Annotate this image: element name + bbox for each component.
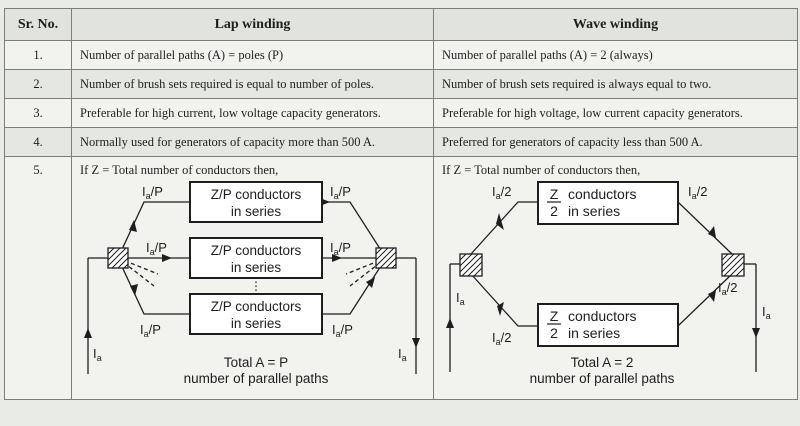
wave-series-box-1 <box>538 182 678 224</box>
line-current-label: $I_a$ <box>398 346 407 363</box>
row-number: 4. <box>5 128 72 157</box>
wave-caption-line1: Total A = 2 <box>570 355 634 370</box>
header-row <box>5 9 798 41</box>
current-label: $I_a/2$ <box>688 184 708 201</box>
box-label: Z/P conductors <box>210 187 302 202</box>
lap-intro-text: If Z = Total number of conductors then, <box>80 163 279 177</box>
lap-caption-line1: Total A = P <box>223 355 289 370</box>
current-label: $I_a/2$ <box>492 330 512 347</box>
header-sr-no: Sr. No. <box>5 9 72 41</box>
comparison-table <box>4 8 798 400</box>
box-label: conductors <box>568 308 637 324</box>
current-label: $I_a/P$ <box>140 322 161 339</box>
wave-cell: Number of parallel paths (A) = 2 (always) <box>434 41 798 70</box>
lap-cell: Number of parallel paths (A) = poles (P) <box>72 41 434 70</box>
wave-series-box-2 <box>538 304 678 346</box>
lap-right-brush <box>376 248 396 268</box>
current-label: $I_a/P$ <box>142 184 163 201</box>
wave-winding-diagram <box>442 178 788 390</box>
continuation-dots: ⋮ <box>250 279 262 293</box>
box-label: in series <box>230 260 282 275</box>
row-number: 5. <box>5 157 72 400</box>
wave-cell: Number of brush sets required is always equal to two. <box>434 70 798 99</box>
fraction-denominator: 2 <box>550 203 558 219</box>
box-label: in series <box>230 316 282 331</box>
lap-cell <box>72 157 434 400</box>
table-row <box>5 128 798 157</box>
box-label: conductors <box>568 186 637 202</box>
row-number: 3. <box>5 99 72 128</box>
line-current-label: $I_a$ <box>93 346 102 363</box>
current-label: $I_a/2$ <box>492 184 512 201</box>
table-row <box>5 99 798 128</box>
lap-series-box-1 <box>190 182 322 222</box>
table-row <box>5 70 798 99</box>
wave-cell <box>434 157 798 400</box>
current-label: $I_a/P$ <box>146 240 167 257</box>
wave-right-brush <box>722 254 744 276</box>
current-label: $I_a/P$ <box>332 322 353 339</box>
current-label: $I_a/2$ <box>718 280 738 297</box>
box-label: Z/P conductors <box>210 299 302 314</box>
box-label: in series <box>568 325 621 341</box>
fraction-numerator: Z <box>549 308 559 324</box>
lap-cell: Preferable for high current, low voltage capacity generators. <box>72 99 434 128</box>
wave-left-brush <box>460 254 482 276</box>
table-row <box>5 41 798 70</box>
line-current-label: $I_a$ <box>762 304 771 321</box>
wave-caption-line2: number of parallel paths <box>529 371 675 386</box>
table-row <box>5 157 798 400</box>
lap-series-box-2 <box>190 238 322 278</box>
wave-cell: Preferable for high voltage, low current capacity generators. <box>434 99 798 128</box>
row-number: 1. <box>5 41 72 70</box>
lap-cell: Number of brush sets required is equal to number of poles. <box>72 70 434 99</box>
fraction-numerator: Z <box>549 186 559 202</box>
lap-series-box-3 <box>190 294 322 334</box>
lap-caption-line2: number of parallel paths <box>183 371 329 386</box>
lap-left-brush <box>108 248 128 268</box>
current-label: $I_a/P$ <box>330 240 351 257</box>
row-number: 2. <box>5 70 72 99</box>
header-lap-winding: Lap winding <box>72 9 434 41</box>
box-label: in series <box>230 204 282 219</box>
lap-winding-diagram <box>80 178 424 390</box>
lap-cell: Normally used for generators of capacity more than 500 A. <box>72 128 434 157</box>
current-label: $I_a/P$ <box>330 184 351 201</box>
header-wave-winding: Wave winding <box>434 9 798 41</box>
box-label: in series <box>568 203 621 219</box>
wave-intro-text: If Z = Total number of conductors then, <box>442 163 641 177</box>
line-current-label: $I_a$ <box>456 290 465 307</box>
box-label: Z/P conductors <box>210 243 302 258</box>
wave-cell: Preferred for generators of capacity less than 500 A. <box>434 128 798 157</box>
fraction-denominator: 2 <box>550 325 558 341</box>
